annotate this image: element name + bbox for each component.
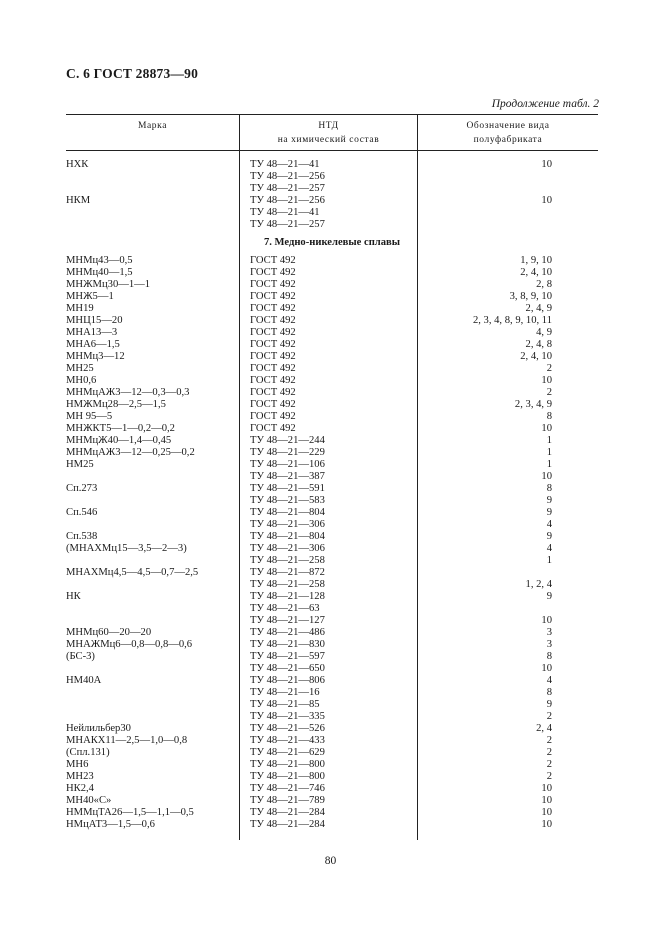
semi-product-cell: 2, 4, 8 (525, 339, 552, 350)
column-header-ntd (240, 119, 417, 147)
grade-cell: НМ25 (66, 459, 94, 470)
ntd-cell: ТУ 48—21—41 (250, 159, 320, 170)
page-number: 80 (324, 855, 337, 867)
ntd-cell: ТУ 48—21—629 (250, 747, 325, 758)
ntd-cell: ТУ 48—21—804 (250, 531, 325, 542)
ntd-cell: ГОСТ 492 (250, 399, 296, 410)
semi-product-cell: 2, 4, 10 (520, 267, 552, 278)
semi-product-cell: 10 (541, 195, 552, 206)
table-row (66, 327, 598, 339)
semi-product-cell: 2 (546, 387, 552, 398)
semi-product-cell: 10 (541, 819, 552, 830)
ntd-cell: ТУ 48—21—256 (250, 195, 325, 206)
table-row (66, 447, 598, 459)
table-row (66, 531, 598, 543)
grade-cell: НК (66, 591, 81, 602)
grade-cell: МНАХМц4,5—4,5—0,7—2,5 (66, 567, 199, 578)
grade-cell: МН19 (66, 303, 94, 314)
table-row (66, 579, 598, 591)
grade-cell: МНМцАЖ3—12—0,25—0,2 (66, 447, 195, 458)
semi-product-cell: 2 (546, 759, 552, 770)
grade-cell: МНЖМц30—1—1 (66, 279, 151, 290)
grade-cell: Сп.538 (66, 531, 98, 542)
semi-product-cell: 3 (546, 627, 552, 638)
table-row (66, 375, 598, 387)
table-row (66, 195, 598, 207)
column-header-grade-text: Марка (137, 121, 168, 131)
semi-product-cell: 10 (541, 159, 552, 170)
grade-cell: НК2,4 (66, 783, 94, 794)
ntd-cell: ТУ 48—21—63 (250, 603, 320, 614)
table-row (66, 207, 598, 219)
table-row (66, 459, 598, 471)
semi-product-cell: 8 (546, 411, 552, 422)
grade-cell: НКМ (66, 195, 91, 206)
ntd-cell: ТУ 48—21—257 (250, 219, 325, 230)
semi-product-cell: 1, 9, 10 (520, 255, 552, 266)
table-row (66, 615, 598, 627)
grade-cell: Нейлильбер30 (66, 723, 131, 734)
semi-product-cell: 2 (546, 363, 552, 374)
column-header-ntd-line1: НТД (318, 121, 339, 131)
column-header-semi-product (418, 119, 598, 147)
table-continuation-label: Продолжение табл. 2 (491, 98, 599, 110)
semi-product-cell: 9 (546, 591, 552, 602)
ntd-cell: ГОСТ 492 (250, 351, 296, 362)
ntd-cell: ТУ 48—21—335 (250, 711, 325, 722)
page-header: С. 6 ГОСТ 28873—90 (66, 66, 199, 81)
semi-product-cell: 2, 4, 10 (520, 351, 552, 362)
table-row (66, 663, 598, 675)
ntd-cell: ТУ 48—21—258 (250, 579, 325, 590)
grade-cell: (МНАХМц15—3,5—2—3) (66, 543, 187, 554)
grade-cell: МНЖКТ5—1—0,2—0,2 (66, 423, 175, 434)
semi-product-cell: 3 (546, 639, 552, 650)
grade-cell: МН40«С» (66, 795, 112, 806)
ntd-cell: ТУ 48—21—128 (250, 591, 325, 602)
ntd-cell: ТУ 48—21—256 (250, 171, 325, 182)
grade-cell: (Спл.131) (66, 747, 110, 758)
grade-cell: МНЖ5—1 (66, 291, 114, 302)
table-row (66, 411, 598, 423)
section-heading: 7. Медно-никелевые сплавы (263, 237, 401, 248)
grade-cell: МНМцЖ40—1,4—0,45 (66, 435, 172, 446)
semi-product-cell: 2, 4 (536, 723, 552, 734)
semi-product-cell: 1 (546, 435, 552, 446)
table-row (66, 387, 598, 399)
semi-product-cell: 4 (546, 675, 552, 686)
grade-cell: МНАКХ11—2,5—1,0—0,8 (66, 735, 188, 746)
column-header-semi-line1: Обозначение вида (466, 121, 550, 131)
ntd-cell: ТУ 48—21—746 (250, 783, 325, 794)
grade-cell: МНМц40—1,5 (66, 267, 133, 278)
table-row (66, 603, 598, 615)
ntd-cell: ГОСТ 492 (250, 279, 296, 290)
grade-cell: МНА13—3 (66, 327, 118, 338)
grade-cell: НММцТА26—1,5—1,1—0,5 (66, 807, 194, 818)
ntd-cell: ТУ 48—21—127 (250, 615, 325, 626)
table-row (66, 807, 598, 819)
semi-product-cell: 10 (541, 783, 552, 794)
table-row (66, 759, 598, 771)
table-row (66, 567, 598, 579)
ntd-cell: ГОСТ 492 (250, 363, 296, 374)
ntd-cell: ТУ 48—21—583 (250, 495, 325, 506)
ntd-cell: ГОСТ 492 (250, 291, 296, 302)
ntd-cell: ТУ 48—21—800 (250, 759, 325, 770)
ntd-cell: ГОСТ 492 (250, 303, 296, 314)
ntd-cell: ГОСТ 492 (250, 387, 296, 398)
table-row (66, 711, 598, 723)
ntd-cell: ТУ 48—21—804 (250, 507, 325, 518)
table-body (66, 159, 598, 831)
ntd-cell: ТУ 48—21—229 (250, 447, 325, 458)
table-row (66, 351, 598, 363)
table-row (66, 255, 598, 267)
ntd-cell: ГОСТ 492 (250, 411, 296, 422)
ntd-cell: ТУ 48—21—85 (250, 699, 320, 710)
table-row (66, 543, 598, 555)
ntd-cell: ГОСТ 492 (250, 423, 296, 434)
grade-cell: НМ40А (66, 675, 102, 686)
grade-cell: НМцАТ3—1,5—0,6 (66, 819, 155, 830)
ntd-cell: ТУ 48—21—284 (250, 819, 325, 830)
semi-product-cell: 4 (546, 519, 552, 530)
ntd-cell: ТУ 48—21—306 (250, 519, 325, 530)
table-row (66, 483, 598, 495)
table-row (66, 363, 598, 375)
table-row (66, 339, 598, 351)
table-row (66, 555, 598, 567)
table-row (66, 171, 598, 183)
semi-product-cell: 9 (546, 531, 552, 542)
grade-cell: МНА6—1,5 (66, 339, 120, 350)
column-header-grade (66, 119, 239, 133)
ntd-cell: ГОСТ 492 (250, 267, 296, 278)
ntd-cell: ТУ 48—21—284 (250, 807, 325, 818)
grade-cell: МНМц3—12 (66, 351, 125, 362)
table-row (66, 723, 598, 735)
grade-cell: МН23 (66, 771, 94, 782)
table-row (66, 687, 598, 699)
ntd-cell: ТУ 48—21—526 (250, 723, 325, 734)
table-row (66, 399, 598, 411)
ntd-cell: ГОСТ 492 (250, 327, 296, 338)
grade-cell: МНМцАЖ3—12—0,3—0,3 (66, 387, 190, 398)
ntd-cell: ТУ 48—21—16 (250, 687, 320, 698)
table-row (66, 699, 598, 711)
ntd-cell: ТУ 48—21—106 (250, 459, 325, 470)
grade-cell: МН6 (66, 759, 89, 770)
grade-cell: МНЦ15—20 (66, 315, 123, 326)
ntd-cell: ТУ 48—21—486 (250, 627, 325, 638)
column-header-semi-line2: полуфабриката (473, 135, 543, 145)
grade-cell: НХК (66, 159, 89, 170)
grade-cell: МН25 (66, 363, 94, 374)
table-row (66, 435, 598, 447)
grade-cell: МН 95—5 (66, 411, 113, 422)
table-row (66, 303, 598, 315)
table-row (66, 183, 598, 195)
table-row (66, 471, 598, 483)
semi-product-cell: 1 (546, 459, 552, 470)
semi-product-cell: 2, 3, 4, 8, 9, 10, 11 (472, 315, 552, 326)
semi-product-cell: 9 (546, 699, 552, 710)
ntd-cell: ГОСТ 492 (250, 315, 296, 326)
table-row (66, 651, 598, 663)
table-header-rule (66, 150, 598, 151)
semi-product-cell: 2 (546, 747, 552, 758)
ntd-cell: ТУ 48—21—433 (250, 735, 325, 746)
grade-cell: Сп.546 (66, 507, 98, 518)
ntd-cell: ТУ 48—21—806 (250, 675, 325, 686)
grade-cell: МНАЖМц6—0,8—0,8—0,6 (66, 639, 193, 650)
ntd-cell: ТУ 48—21—597 (250, 651, 325, 662)
semi-product-cell: 1 (546, 555, 552, 566)
semi-product-cell: 3, 8, 9, 10 (509, 291, 552, 302)
ntd-cell: ТУ 48—21—800 (250, 771, 325, 782)
table-row (66, 783, 598, 795)
ntd-cell: ТУ 48—21—650 (250, 663, 325, 674)
table-row (66, 771, 598, 783)
section-heading-row (66, 231, 598, 255)
semi-product-cell: 1, 2, 4 (525, 579, 552, 590)
table-row (66, 423, 598, 435)
semi-product-cell: 4 (546, 543, 552, 554)
ntd-cell: ТУ 48—21—257 (250, 183, 325, 194)
semi-product-cell: 8 (546, 687, 552, 698)
table-row (66, 675, 598, 687)
semi-product-cell: 10 (541, 615, 552, 626)
semi-product-cell: 2, 8 (536, 279, 552, 290)
semi-product-cell: 10 (541, 795, 552, 806)
semi-product-cell: 9 (546, 507, 552, 518)
semi-product-cell: 8 (546, 651, 552, 662)
table-row (66, 159, 598, 171)
ntd-cell: ТУ 48—21—830 (250, 639, 325, 650)
ntd-cell: ТУ 48—21—591 (250, 483, 325, 494)
ntd-cell: ТУ 48—21—872 (250, 567, 325, 578)
table-row (66, 291, 598, 303)
semi-product-cell: 2 (546, 771, 552, 782)
grade-cell: МНМц60—20—20 (66, 627, 152, 638)
column-header-ntd-line2: на химический состав (277, 135, 380, 145)
table-row (66, 267, 598, 279)
ntd-cell: ГОСТ 492 (250, 339, 296, 350)
grade-cell: (БС-3) (66, 651, 95, 662)
semi-product-cell: 10 (541, 375, 552, 386)
table-row (66, 219, 598, 231)
ntd-cell: ТУ 48—21—789 (250, 795, 325, 806)
semi-product-cell: 2 (546, 735, 552, 746)
table-top-rule (66, 114, 598, 115)
semi-product-cell: 2 (546, 711, 552, 722)
table-row (66, 747, 598, 759)
ntd-cell: ТУ 48—21—387 (250, 471, 325, 482)
semi-product-cell: 10 (541, 423, 552, 434)
semi-product-cell: 10 (541, 471, 552, 482)
semi-product-cell: 8 (546, 483, 552, 494)
ntd-cell: ТУ 48—21—41 (250, 207, 320, 218)
semi-product-cell: 4, 9 (536, 327, 552, 338)
ntd-cell: ТУ 48—21—258 (250, 555, 325, 566)
grade-cell: МНМц43—0,5 (66, 255, 133, 266)
grade-cell: НМЖМц28—2,5—1,5 (66, 399, 166, 410)
table-row (66, 591, 598, 603)
semi-product-cell: 2, 4, 9 (525, 303, 552, 314)
semi-product-cell: 1 (546, 447, 552, 458)
semi-product-cell: 2, 3, 4, 9 (514, 399, 552, 410)
table-row (66, 507, 598, 519)
ntd-cell: ТУ 48—21—244 (250, 435, 325, 446)
table-row (66, 795, 598, 807)
grade-cell: МН0,6 (66, 375, 97, 386)
table-row (66, 495, 598, 507)
table-row (66, 819, 598, 831)
table-row (66, 639, 598, 651)
semi-product-cell: 9 (546, 495, 552, 506)
grade-cell: Сп.273 (66, 483, 98, 494)
table-row (66, 519, 598, 531)
ntd-cell: ГОСТ 492 (250, 255, 296, 266)
semi-product-cell: 10 (541, 663, 552, 674)
table-row (66, 315, 598, 327)
table-row (66, 279, 598, 291)
ntd-cell: ТУ 48—21—306 (250, 543, 325, 554)
table-row (66, 735, 598, 747)
semi-product-cell: 10 (541, 807, 552, 818)
table-row (66, 627, 598, 639)
ntd-cell: ГОСТ 492 (250, 375, 296, 386)
